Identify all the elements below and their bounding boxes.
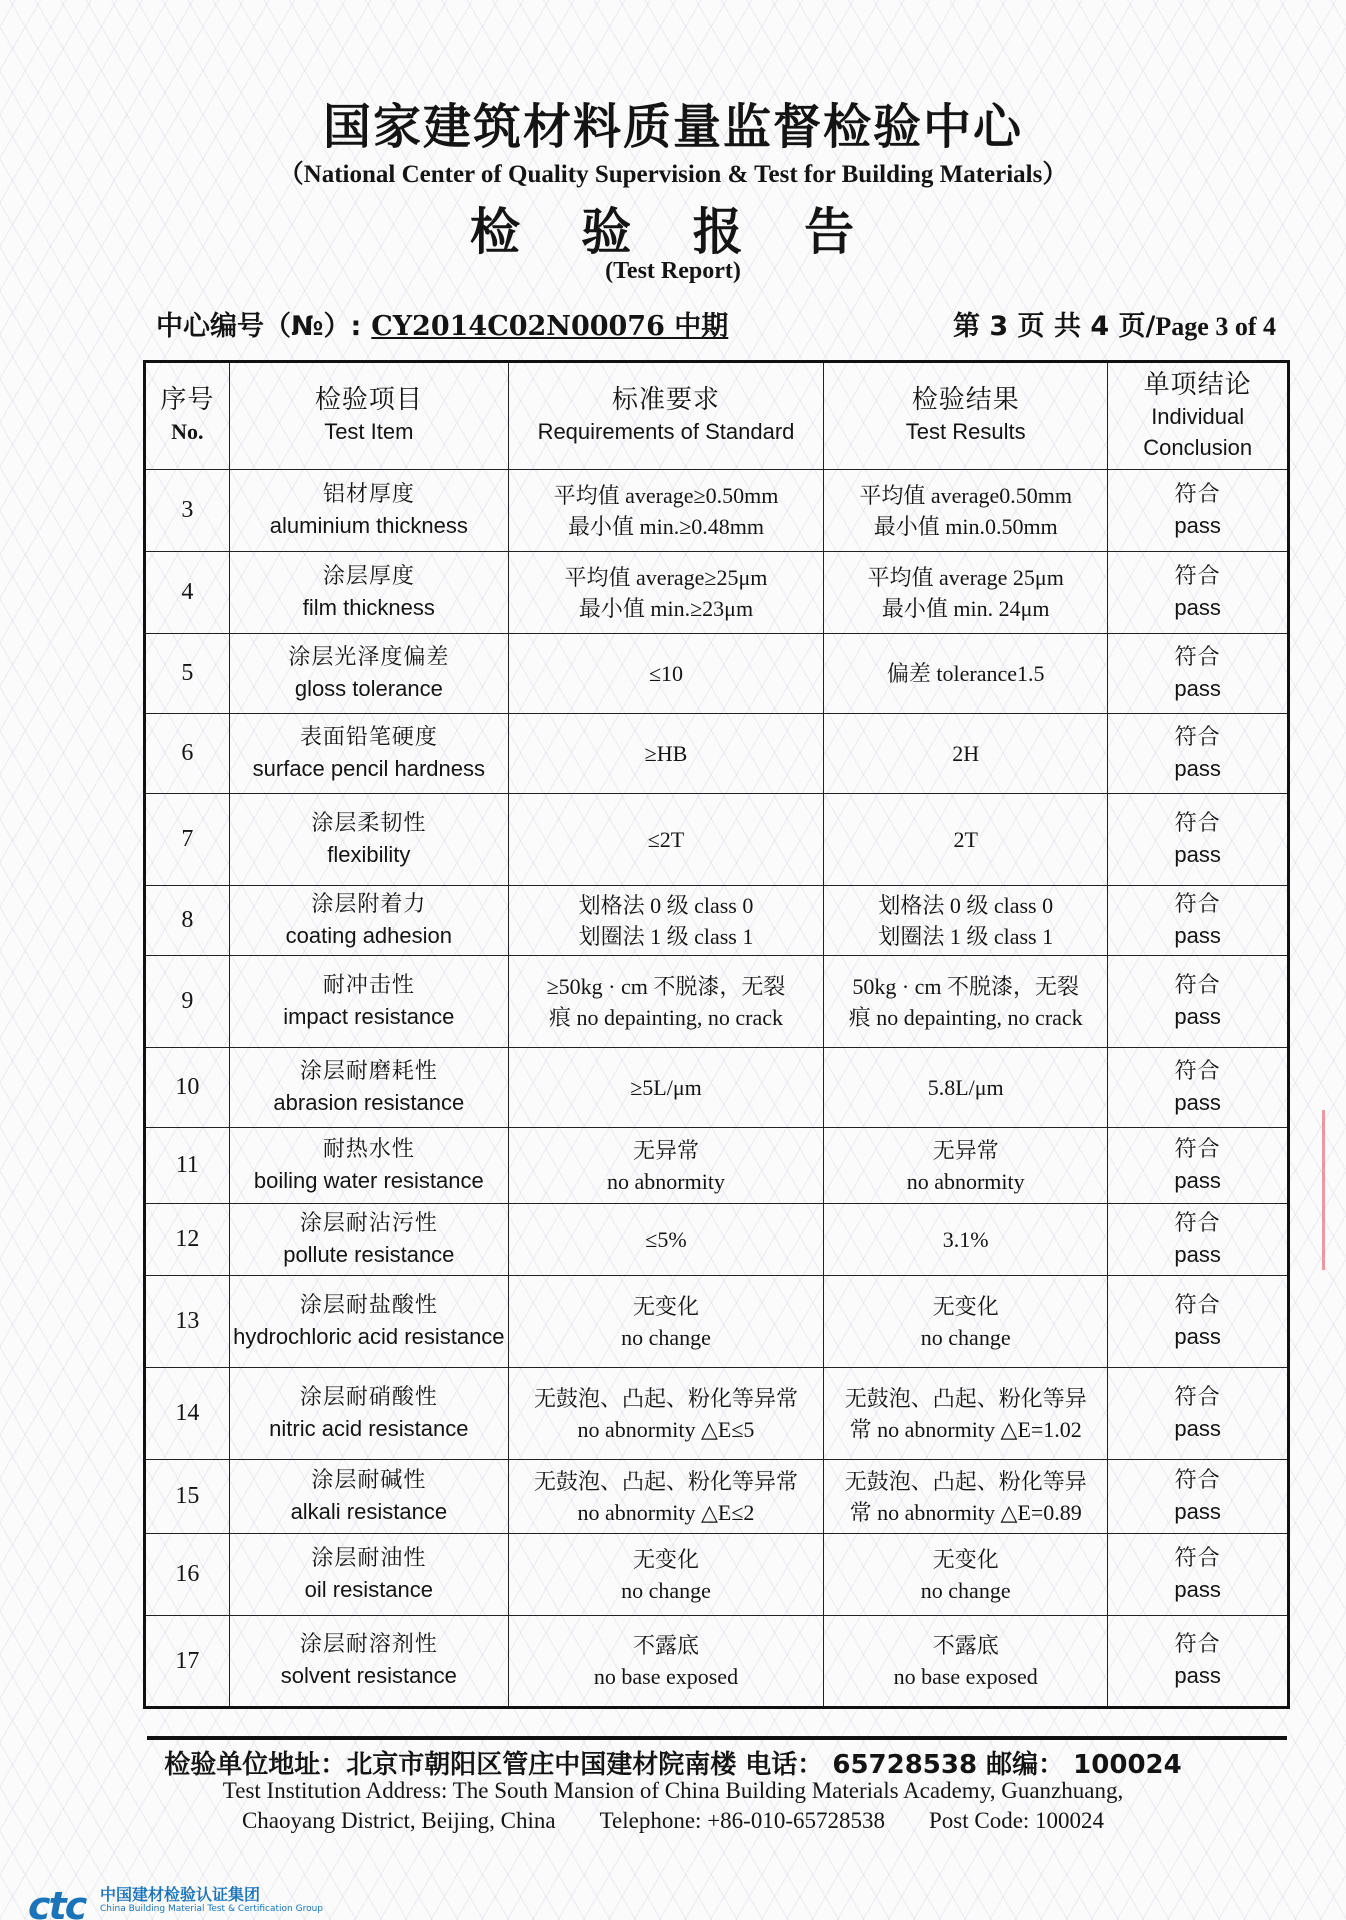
- red-seal-edge: [1322, 1110, 1346, 1270]
- standard-requirement: ≤10: [508, 634, 823, 714]
- individual-conclusion: 符合 pass: [1108, 1616, 1289, 1708]
- table-row: [145, 1616, 1289, 1708]
- test-result: 2H: [824, 714, 1108, 794]
- table-row: [145, 1128, 1289, 1204]
- test-item: 涂层厚度 film thickness: [229, 552, 508, 634]
- table-row: [145, 1534, 1289, 1616]
- footer-postcode: Post Code: 100024: [928, 1808, 1105, 1833]
- individual-conclusion: 符合 pass: [1108, 956, 1289, 1048]
- individual-conclusion: 符合 pass: [1108, 1276, 1289, 1368]
- footer-contact-en: [0, 1808, 1346, 1834]
- test-item: 表面铅笔硬度 surface pencil hardness: [229, 714, 508, 794]
- individual-conclusion: 符合 pass: [1108, 1128, 1289, 1204]
- table-row: [145, 1048, 1289, 1128]
- standard-requirement: ≤5%: [508, 1204, 823, 1276]
- row-number: 11: [145, 1128, 230, 1204]
- test-results-table: [143, 360, 1290, 1709]
- footer-address-en: Test Institution Address: The South Mansion of China Building Materials Academy, Guanzhuang,: [222, 1778, 1124, 1803]
- test-result: 无变化 no change: [824, 1276, 1108, 1368]
- report-title-en: (Test Report): [605, 258, 741, 284]
- header-test-item: 检验项目 Test Item: [229, 362, 508, 470]
- row-number: 17: [145, 1616, 230, 1708]
- table-row: [145, 714, 1289, 794]
- test-item: 涂层耐油性 oil resistance: [229, 1534, 508, 1616]
- table-row: [145, 634, 1289, 714]
- ctc-logo: [28, 1880, 448, 1920]
- individual-conclusion: 符合 pass: [1108, 714, 1289, 794]
- table-row: [145, 956, 1289, 1048]
- standard-requirement: ≥50kg · cm 不脱漆，无裂 痕 no depainting, no crack: [508, 956, 823, 1048]
- row-number: 6: [145, 714, 230, 794]
- report-number-label: 中心编号（№）:: [156, 311, 362, 342]
- standard-requirement: 划格法 0 级 class 0 划圈法 1 级 class 1: [508, 886, 823, 956]
- row-number: 7: [145, 794, 230, 886]
- footer-telephone: Telephone: +86-010-65728538: [599, 1808, 885, 1833]
- test-item: 涂层耐盐酸性 hydrochloric acid resistance: [229, 1276, 508, 1368]
- test-result: 无鼓泡、凸起、粉化等异 常 no abnormity △E=0.89: [824, 1460, 1108, 1534]
- row-number: 5: [145, 634, 230, 714]
- report-number-value: CY2014C02N00076 中期: [371, 311, 729, 342]
- test-result: 5.8L/μm: [824, 1048, 1108, 1128]
- row-number: 14: [145, 1368, 230, 1460]
- test-item: 涂层耐沾污性 pollute resistance: [229, 1204, 508, 1276]
- test-item: 涂层耐磨耗性 abrasion resistance: [229, 1048, 508, 1128]
- test-result: 2T: [824, 794, 1108, 886]
- test-result: 无异常 no abnormity: [824, 1128, 1108, 1204]
- header-requirements: 标准要求 Requirements of Standard: [508, 362, 823, 470]
- report-meta: [156, 304, 1276, 344]
- page-indicator-cn: 第 3 页 共 4 页/: [952, 311, 1156, 342]
- table-row: [145, 794, 1289, 886]
- test-result: 划格法 0 级 class 0 划圈法 1 级 class 1: [824, 886, 1108, 956]
- center-title-cn: 国家建筑材料质量监督检验中心: [322, 99, 1023, 155]
- test-result: 平均值 average0.50mm 最小值 min.0.50mm: [824, 470, 1108, 552]
- footer-district: Chaoyang District, Beijing, China: [241, 1808, 556, 1833]
- ctc-logo-cn: 中国建材检验认证集团: [100, 1885, 261, 1904]
- individual-conclusion: 符合 pass: [1108, 634, 1289, 714]
- test-item: 耐热水性 boiling water resistance: [229, 1128, 508, 1204]
- row-number: 16: [145, 1534, 230, 1616]
- header-conclusion: 单项结论 Individual Conclusion: [1108, 362, 1289, 470]
- test-item: 铝材厚度 aluminium thickness: [229, 470, 508, 552]
- row-number: 4: [145, 552, 230, 634]
- table-row: [145, 1368, 1289, 1460]
- standard-requirement: 无变化 no change: [508, 1534, 823, 1616]
- standard-requirement: 无异常 no abnormity: [508, 1128, 823, 1204]
- center-title-en: （National Center of Quality Supervision & Test for Building Materials）: [278, 161, 1068, 188]
- individual-conclusion: 符合 pass: [1108, 1048, 1289, 1128]
- footer-divider: [147, 1736, 1287, 1740]
- row-number: 8: [145, 886, 230, 956]
- test-item: 涂层耐碱性 alkali resistance: [229, 1460, 508, 1534]
- report-number: [156, 304, 728, 343]
- test-item: 涂层光泽度偏差 gloss tolerance: [229, 634, 508, 714]
- test-result: 3.1%: [824, 1204, 1108, 1276]
- individual-conclusion: 符合 pass: [1108, 886, 1289, 956]
- row-number: 9: [145, 956, 230, 1048]
- report-title-cn: 检 验 报 告: [469, 203, 877, 261]
- table-row: [145, 1204, 1289, 1276]
- individual-conclusion: 符合 pass: [1108, 1460, 1289, 1534]
- individual-conclusion: 符合 pass: [1108, 794, 1289, 886]
- test-result: 无变化 no change: [824, 1534, 1108, 1616]
- test-item: 涂层耐溶剂性 solvent resistance: [229, 1616, 508, 1708]
- ctc-logo-mark: ctc: [28, 1884, 86, 1920]
- row-number: 15: [145, 1460, 230, 1534]
- row-number: 3: [145, 470, 230, 552]
- test-item: 耐冲击性 impact resistance: [229, 956, 508, 1048]
- individual-conclusion: 符合 pass: [1108, 1368, 1289, 1460]
- test-item: 涂层耐硝酸性 nitric acid resistance: [229, 1368, 508, 1460]
- table-row: [145, 1276, 1289, 1368]
- row-number: 13: [145, 1276, 230, 1368]
- test-result: 无鼓泡、凸起、粉化等异 常 no abnormity △E=1.02: [824, 1368, 1108, 1460]
- standard-requirement: ≤2T: [508, 794, 823, 886]
- header-no: 序号 No.: [145, 362, 230, 470]
- header-results: 检验结果 Test Results: [824, 362, 1108, 470]
- standard-requirement: 平均值 average≥0.50mm 最小值 min.≥0.48mm: [508, 470, 823, 552]
- standard-requirement: ≥HB: [508, 714, 823, 794]
- row-number: 10: [145, 1048, 230, 1128]
- row-number: 12: [145, 1204, 230, 1276]
- test-result: 偏差 tolerance1.5: [824, 634, 1108, 714]
- standard-requirement: 不露底 no base exposed: [508, 1616, 823, 1708]
- table-row: [145, 1460, 1289, 1534]
- test-result: 平均值 average 25μm 最小值 min. 24μm: [824, 552, 1108, 634]
- ctc-logo-en: China Building Material Test & Certification Group: [100, 1904, 324, 1914]
- test-item: 涂层柔韧性 flexibility: [229, 794, 508, 886]
- standard-requirement: ≥5L/μm: [508, 1048, 823, 1128]
- standard-requirement: 平均值 average≥25μm 最小值 min.≥23μm: [508, 552, 823, 634]
- standard-requirement: 无变化 no change: [508, 1276, 823, 1368]
- table-row: [145, 886, 1289, 956]
- page-indicator-en: Page 3 of 4: [1155, 312, 1276, 341]
- individual-conclusion: 符合 pass: [1108, 552, 1289, 634]
- page-indicator: [953, 304, 1276, 343]
- table-row: [145, 552, 1289, 634]
- test-result: 50kg · cm 不脱漆，无裂 痕 no depainting, no crack: [824, 956, 1108, 1048]
- standard-requirement: 无鼓泡、凸起、粉化等异常 no abnormity △E≤5: [508, 1368, 823, 1460]
- standard-requirement: 无鼓泡、凸起、粉化等异常 no abnormity △E≤2: [508, 1460, 823, 1534]
- footer-address-cn: 检验单位地址：北京市朝阳区管庄中国建材院南楼 电话： 65728538 邮编： 100024: [164, 1750, 1182, 1780]
- table-header-row: [145, 362, 1289, 470]
- test-result: 不露底 no base exposed: [824, 1616, 1108, 1708]
- individual-conclusion: 符合 pass: [1108, 470, 1289, 552]
- table-row: [145, 470, 1289, 552]
- individual-conclusion: 符合 pass: [1108, 1534, 1289, 1616]
- individual-conclusion: 符合 pass: [1108, 1204, 1289, 1276]
- test-item: 涂层附着力 coating adhesion: [229, 886, 508, 956]
